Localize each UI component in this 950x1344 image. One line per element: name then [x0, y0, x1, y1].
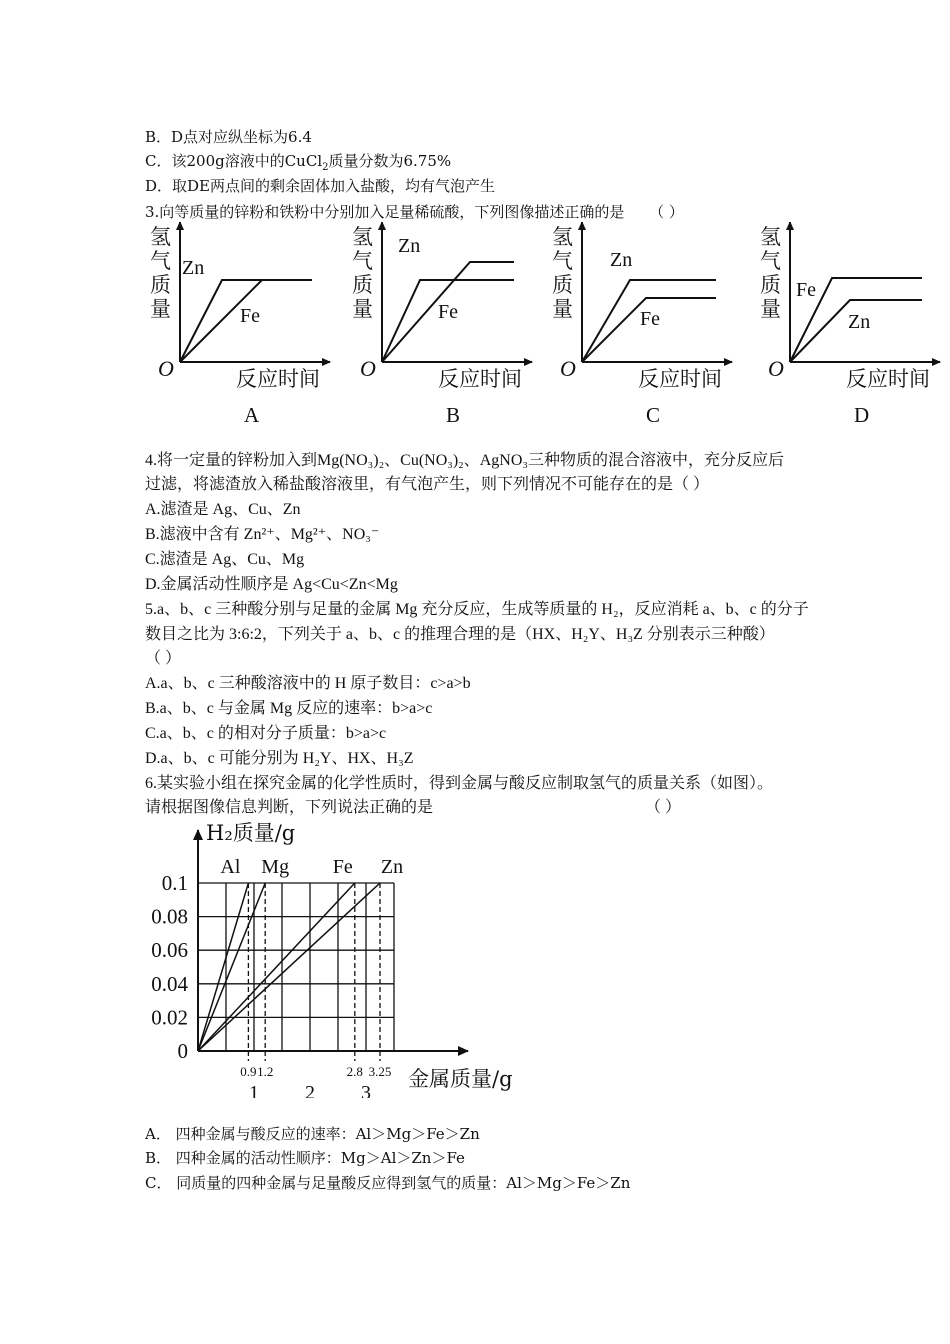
q2-option-d: D．取DE两点间的剩余固体加入盐酸，均有气泡产生 — [145, 177, 496, 195]
fe-label: Fe — [438, 301, 458, 323]
q5-option-b: B.a、b、c 与金属 Mg 反应的速率：b>a>c — [145, 700, 433, 717]
q6-stem-1: 6.某实验小组在探究金属的化学性质时，得到金属与酸反应制取氢气的质量关系（如图）。 — [145, 775, 774, 792]
q6-option-b: B． 四种金属的活动性顺序：Mg＞Al＞Zn＞Fe — [145, 1149, 465, 1167]
q6-option-c: C． 同质量的四种金属与足量酸反应得到氢气的质量：Al＞Mg＞Fe＞Zn — [145, 1174, 631, 1192]
y-axis-label-char: 氢 — [760, 225, 781, 249]
x-tick-label: 3 — [361, 1082, 371, 1098]
q6-answer-paren: （ ） — [645, 799, 682, 816]
x-axis-label: 反应时间 — [846, 367, 930, 391]
q3-graphs — [0, 222, 950, 432]
x-axis-label: 反应时间 — [638, 367, 722, 391]
fe-label: Fe — [796, 279, 816, 301]
y-axis-label-char: 气 — [760, 249, 781, 273]
q6-stem-2-text: 请根据图像信息判断，下列说法正确的是 — [145, 799, 434, 816]
q3-graph-d — [760, 222, 940, 427]
q3-stem — [145, 202, 684, 222]
y-axis-label-char: 氢 — [552, 225, 573, 249]
y-tick-label: 0.04 — [151, 971, 188, 996]
series-label-mg: Mg — [261, 856, 290, 878]
y-axis-label-char: 气 — [150, 249, 171, 273]
graph-letter: B — [446, 403, 461, 427]
q5-option-d: D.a、b、c 可能分别为 H₂Y、HX、H₃Z — [145, 750, 414, 767]
y-axis-label-char: 气 — [352, 249, 373, 273]
q5-stem-1: 5.a、b、c 三种酸分别与足量的金属 Mg 充分反应，生成等质量的 H₂，反应消耗 a、b、c 的分子 — [145, 601, 809, 618]
origin-label: O — [360, 356, 376, 381]
q2-option-c-pre: C．该200g溶液中的CuCl — [145, 152, 323, 170]
q4-option-d: D.金属活动性顺序是 Ag<Cu<Zn<Mg — [145, 576, 398, 593]
origin-label: O — [560, 356, 576, 381]
q2-option-b: B．D点对应纵坐标为6.4 — [145, 128, 312, 146]
q3-graph-b — [352, 222, 532, 427]
y-axis-label-char: 质 — [150, 273, 171, 297]
y-axis-label-char: 质 — [552, 273, 573, 297]
x-marked-tick-label: 3.25 — [368, 1064, 392, 1079]
zn-label: Zn — [398, 235, 421, 257]
q3-stem-text: 3.向等质量的锌粉和铁粉中分别加入足量稀硫酸，下列图像描述正确的是 — [145, 203, 625, 221]
series-line-zn — [198, 883, 380, 1051]
series-label-fe: Fe — [332, 856, 353, 878]
series-line-al — [198, 883, 248, 1051]
y-axis-label-char: 量 — [150, 297, 171, 321]
series-line-mg — [198, 883, 265, 1051]
x-marked-tick-label: 1.2 — [257, 1064, 274, 1079]
y-axis-label-char: 量 — [760, 297, 781, 321]
y-axis-label-char: 质 — [352, 273, 373, 297]
y-tick-label: 0.02 — [151, 1005, 188, 1030]
x-tick-label: 2 — [305, 1082, 315, 1098]
q5-option-a: A.a、b、c 三种酸溶液中的 H 原子数目：c>a>b — [145, 675, 471, 692]
x-marked-tick-label: 2.8 — [346, 1064, 363, 1079]
y-axis-label-char: 量 — [552, 297, 573, 321]
y-axis-label-char: 质 — [760, 273, 781, 297]
x-axis-label: 反应时间 — [438, 367, 522, 391]
q5-option-c: C.a、b、c 的相对分子质量：b>a>c — [145, 725, 387, 742]
q2-option-c-post: 质量分数为6.75% — [328, 152, 452, 170]
q5-stem-3: （ ） — [145, 650, 182, 667]
x-marked-tick-label: 0.9 — [240, 1064, 257, 1079]
y-axis-label-char: 量 — [352, 297, 373, 321]
x-axis-label: 反应时间 — [236, 367, 320, 391]
graph-letter: C — [646, 403, 661, 427]
q4-option-b: B.滤液中含有 Zn²⁺、Mg²⁺、NO₃⁻ — [145, 526, 380, 543]
q6-chart — [140, 818, 540, 1098]
zn-label: Zn — [610, 249, 633, 271]
y-tick-label: 0 — [177, 1039, 188, 1063]
y-axis-title: H₂质量/g — [206, 821, 296, 845]
y-tick-label: 0.06 — [151, 938, 188, 963]
q3-answer-paren: （ ） — [649, 203, 684, 221]
fe-label: Fe — [240, 305, 260, 327]
q4-stem-1: 4.将一定量的锌粉加入到Mg(NO₃)₂、Cu(NO₃)₂、AgNO₃三种物质的混合溶液中，充分反应后 — [145, 452, 784, 469]
q3-graph-a — [150, 222, 330, 427]
zn-label: Zn — [848, 311, 871, 333]
series-label-zn: Zn — [380, 856, 404, 878]
x-axis-title: 金属质量/g — [408, 1067, 513, 1091]
q4-option-c: C.滤渣是 Ag、Cu、Mg — [145, 551, 305, 568]
fe-label: Fe — [640, 308, 660, 330]
q6-option-a: A． 四种金属与酸反应的速率：Al＞Mg＞Fe＞Zn — [145, 1125, 480, 1143]
origin-label: O — [158, 356, 174, 381]
q4-stem-2: 过滤，将滤渣放入稀盐酸溶液里，有气泡产生，则下列情况不可能存在的是（ ） — [145, 476, 710, 493]
series-line-fe — [198, 883, 355, 1051]
y-axis-label-char: 氢 — [150, 225, 171, 249]
graph-letter: D — [854, 403, 870, 427]
series-label-al: Al — [220, 856, 241, 878]
y-axis-label-char: 氢 — [352, 225, 373, 249]
y-tick-label: 0.1 — [161, 871, 188, 895]
origin-label: O — [768, 356, 784, 381]
zn-label: Zn — [182, 257, 205, 279]
q4-option-a: A.滤渣是 Ag、Cu、Zn — [145, 501, 301, 518]
q3-graph-c — [552, 222, 732, 427]
graph-letter: A — [244, 403, 260, 427]
x-tick-label: 1 — [249, 1082, 259, 1098]
q6-stem-2 — [145, 798, 433, 818]
q2-option-c-sub: 2 — [322, 162, 329, 173]
y-axis-label-char: 气 — [552, 249, 573, 273]
q5-stem-2: 数目之比为 3:6:2，下列关于 a、b、c 的推理合理的是（HX、H₂Y、H₃Z 分别表示三种酸） — [145, 626, 775, 643]
q2-option-c — [145, 151, 451, 178]
y-tick-label: 0.08 — [151, 904, 188, 929]
